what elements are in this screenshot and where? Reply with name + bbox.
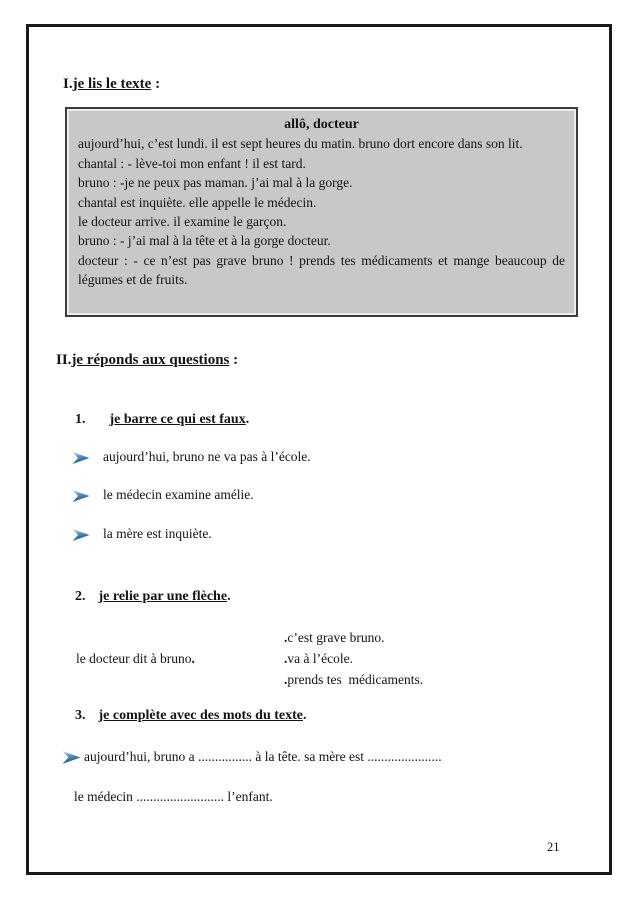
q1-item-text: le médecin examine amélie.	[103, 487, 254, 502]
arrow-bullet-icon	[72, 489, 90, 503]
section-questions-colon: :	[229, 352, 239, 368]
reading-paragraph: bruno : - j’ai mal à la tête et à la gorge docteur.	[78, 233, 331, 249]
q1-title: je barre ce qui est faux	[109, 412, 246, 427]
q2-heading	[75, 589, 231, 605]
section-read-colon: :	[151, 76, 161, 92]
q2-connector-dot: .	[284, 651, 288, 666]
q2-title: je relie par une flèche	[98, 589, 228, 604]
reading-paragraph: aujourd’hui, c’est lundi. il est sept heures du matin. bruno dort encore dans son lit.	[78, 136, 523, 152]
q1-item-1	[72, 449, 311, 465]
q3-heading	[75, 708, 307, 724]
reading-paragraph: bruno : -je ne peux pas maman. j’ai mal à la gorge.	[78, 175, 353, 191]
q1-item-2	[72, 487, 254, 503]
page-number: 21	[547, 840, 560, 854]
q1-item-3	[72, 526, 212, 542]
q3-number: 3.	[75, 708, 86, 723]
reading-paragraph: chantal est inquiète. elle appelle le médecin.	[78, 194, 317, 210]
reading-text-box	[65, 107, 578, 317]
q2-connector-dot: .	[284, 630, 288, 645]
q3-title: je complète avec des mots du texte	[98, 708, 303, 723]
section-read-prefix: I.	[63, 76, 73, 92]
q2-right-text: va à l’école.	[287, 651, 353, 666]
reading-paragraph: le docteur arrive. il examine le garçon.	[78, 214, 287, 230]
section-questions-prefix: II.	[56, 352, 72, 368]
q3-period: .	[303, 708, 307, 723]
q2-number: 2.	[75, 589, 86, 604]
arrow-bullet-icon	[72, 528, 90, 542]
q2-right-text: prends tes médicaments.	[287, 672, 424, 687]
section-questions-heading-text: je réponds aux questions	[71, 352, 230, 368]
q1-period: .	[245, 412, 250, 427]
q2-period: .	[227, 589, 231, 604]
q3-fill-line-1	[62, 748, 442, 765]
q2-right-text: c’est grave bruno.	[287, 630, 385, 645]
q2-left-connector-dot: .	[191, 651, 195, 666]
q1-item-text: la mère est inquiète.	[103, 526, 212, 541]
q1-heading	[75, 412, 249, 428]
arrow-bullet-icon	[72, 451, 90, 465]
q2-connector-dot: .	[284, 672, 288, 687]
q2-right-item-1	[284, 630, 384, 646]
section-read-heading	[63, 76, 160, 93]
q2-right-item-2	[284, 651, 353, 667]
q2-left-text: le docteur dit à bruno	[76, 651, 192, 666]
q2-right-item-3	[284, 672, 423, 688]
q3-fill-line-2: le médecin .......................... l’enfant.	[74, 789, 273, 804]
q2-left-item	[76, 651, 195, 667]
q1-number: 1.	[75, 412, 86, 427]
reading-paragraph: docteur : - ce n’est pas grave bruno ! prends tes médicaments et mange beaucoup de légumes et de fruits.	[78, 252, 565, 288]
q1-item-text: aujourd’hui, bruno ne va pas à l’école.	[103, 449, 311, 464]
q3-fill-text: aujourd’hui, bruno a ................ à la tête. sa mère est ......................	[84, 748, 442, 764]
section-questions-heading	[56, 352, 238, 369]
arrow-bullet-icon	[62, 750, 81, 765]
section-read-heading-text: je lis le texte	[72, 76, 152, 92]
reading-box-title: allô, docteur	[284, 117, 359, 132]
reading-paragraph: chantal : - lève-toi mon enfant ! il est tard.	[78, 155, 306, 171]
